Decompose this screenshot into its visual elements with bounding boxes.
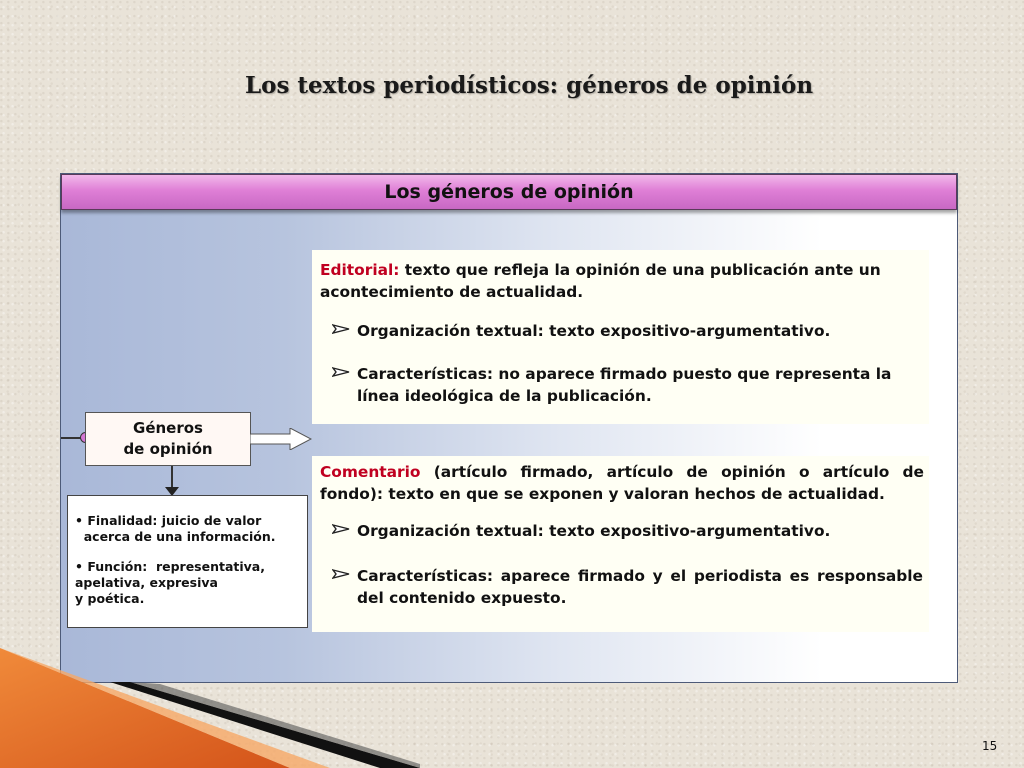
editorial-bullet-caracteristicas: Características: no aparece firmado puesto que representa la línea ideológica de la publicación. xyxy=(357,365,892,405)
pointer-arrow-icon xyxy=(332,324,350,334)
pointer-arrow-icon xyxy=(332,569,350,579)
decorative-swoosh xyxy=(0,640,420,768)
editorial-box xyxy=(312,250,929,424)
panel-header: Los géneros de opinión xyxy=(61,174,957,210)
comentario-text: (artículo firmado, artículo de opinión o artículo de fondo): texto en que se exponen y valoran hechos de actualidad. xyxy=(320,463,924,503)
pointer-arrow-icon xyxy=(332,524,350,534)
editorial-text: texto que refleja la opinión de una publicación ante un acontecimiento de actualidad. xyxy=(320,261,881,301)
right-block-arrow-icon xyxy=(250,428,312,450)
editorial-bullet-organizacion: Organización textual: texto expositivo-argumentativo. xyxy=(357,322,831,340)
editorial-label: Editorial: xyxy=(320,261,400,279)
generos-box xyxy=(85,412,251,466)
pointer-arrow-icon xyxy=(332,367,350,377)
comentario-label: Comentario xyxy=(320,463,421,481)
generos-line-2: de opinión xyxy=(123,440,213,458)
comentario-definition xyxy=(320,461,924,505)
info-box xyxy=(67,495,308,628)
slide-title: Los textos periodísticos: géneros de opinión xyxy=(244,72,814,99)
page-number: 15 xyxy=(982,739,998,753)
content-panel xyxy=(60,173,958,683)
info-item-finalidad: • Finalidad: juicio de valor acerca de una información. xyxy=(75,513,276,544)
info-item-funcion: • Función: representativa, apelativa, expresiva y poética. xyxy=(75,559,265,606)
generos-line-1: Géneros xyxy=(133,419,203,437)
down-connector xyxy=(171,466,173,488)
editorial-definition xyxy=(320,259,924,303)
comentario-bullet-organizacion: Organización textual: texto expositivo-argumentativo. xyxy=(357,522,831,540)
comentario-box xyxy=(312,456,929,632)
comentario-bullet-caracteristicas: Características: aparece firmado y el periodista es responsable del contenido expuesto. xyxy=(357,567,923,607)
